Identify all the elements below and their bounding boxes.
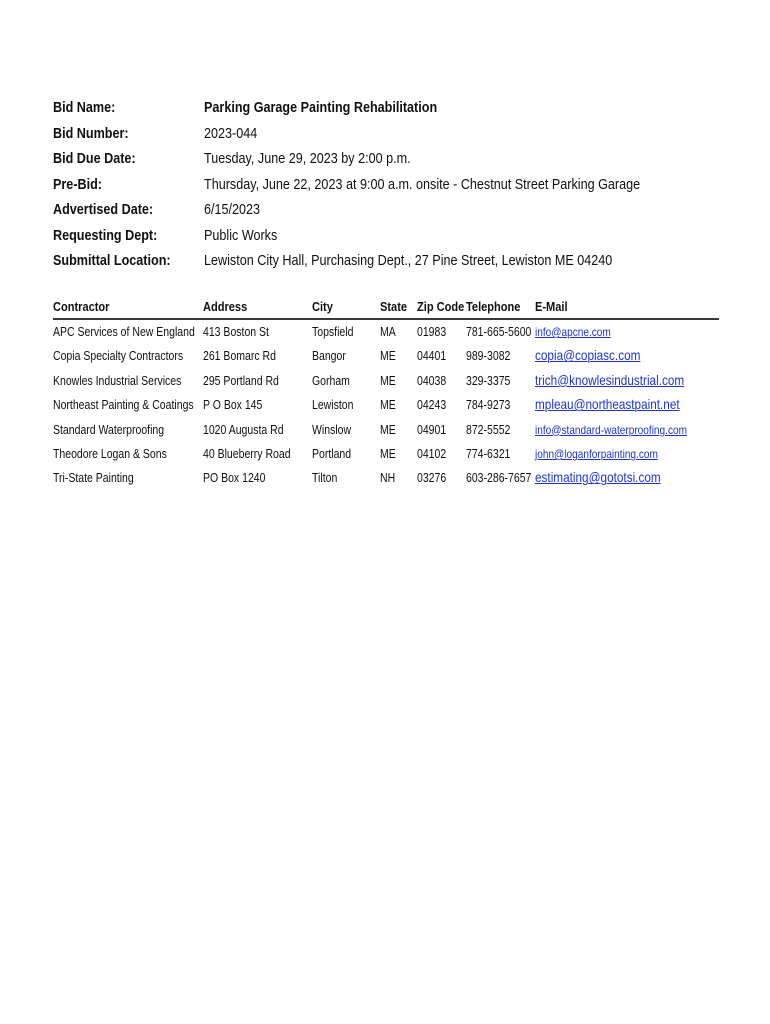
cell-city: Gorham [312,373,350,388]
cell-state: ME [380,349,396,364]
bid-due-date-label: Bid Due Date: [53,150,136,168]
header-telephone: Telephone [466,299,521,314]
cell-telephone: 872-5552 [466,422,511,437]
email-link[interactable]: mpleau@northeastpaint.net [535,396,680,413]
table-row [53,344,719,368]
header-email: E-Mail [535,299,568,314]
cell-contractor: APC Services of New England [53,325,195,339]
cell-address: 1020 Augusta Rd [203,422,284,437]
email-link[interactable]: john@loganforpainting.com [535,446,658,461]
pre-bid-value: Thursday, June 22, 2023 at 9:00 a.m. onsite - Chestnut Street Parking Garage [204,175,641,193]
bid-number-value: 2023-044 [204,124,258,142]
cell-zip: 04901 [417,422,447,437]
cell-state: MA [380,325,396,339]
table-row [53,320,719,344]
email-link[interactable]: estimating@gototsi.com [535,469,661,486]
cell-zip: 04038 [417,373,447,388]
cell-zip: 04401 [417,349,447,364]
bid-name-value: Parking Garage Painting Rehabilitation [204,99,438,117]
cell-zip: 03276 [417,471,447,486]
requesting-dept-label: Requesting Dept: [53,226,158,244]
cell-contractor: Tri-State Painting [53,471,134,486]
submittal-location-row [53,248,733,274]
cell-contractor: Standard Waterproofing [53,422,165,437]
cell-address: 261 Bomarc Rd [203,349,276,364]
table-row [53,466,719,490]
table-row [53,442,719,466]
cell-telephone: 784-9273 [466,398,511,413]
header-address: Address [203,299,248,314]
bid-due-date-row [53,146,733,172]
bid-name-label: Bid Name: [53,99,116,117]
contractor-table [53,296,719,491]
cell-telephone: 603-286-7657 [466,471,532,486]
cell-telephone: 329-3375 [466,373,511,388]
email-link[interactable]: copia@copiasc.com [535,347,641,364]
cell-contractor: Theodore Logan & Sons [53,446,167,461]
pre-bid-row [53,172,733,198]
cell-telephone: 989-3082 [466,349,511,364]
cell-state: ME [380,446,396,461]
header-state: State [380,299,408,314]
bid-number-row [53,121,733,147]
email-link[interactable]: info@standard-waterproofing.com [535,422,687,437]
cell-zip: 04102 [417,446,447,461]
cell-state: ME [380,398,396,413]
requesting-dept-row [53,223,733,249]
table-row [53,393,719,417]
bid-number-label: Bid Number: [53,124,129,142]
advertised-date-label: Advertised Date: [53,201,154,219]
header-city: City [312,299,333,314]
cell-contractor: Copia Specialty Contractors [53,349,184,364]
cell-zip: 04243 [417,398,447,413]
cell-address: 413 Boston St [203,325,269,339]
cell-telephone: 774-6321 [466,446,511,461]
table-header-row [53,296,719,320]
table-row [53,418,719,442]
email-link[interactable]: info@apcne.com [535,325,611,339]
cell-city: Topsfield [312,325,354,339]
cell-zip: 01983 [417,325,447,339]
advertised-date-row [53,197,733,223]
email-link[interactable]: trich@knowlesindustrial.com [535,371,685,388]
cell-city: Tilton [312,471,338,486]
table-row [53,369,719,393]
cell-state: NH [380,471,396,486]
cell-state: ME [380,422,396,437]
cell-address: 295 Portland Rd [203,373,279,388]
bid-name-row [53,95,733,121]
cell-contractor: Knowles Industrial Services [53,373,182,388]
cell-address: PO Box 1240 [203,471,266,486]
submittal-location-value: Lewiston City Hall, Purchasing Dept., 27 Pine Street, Lewiston ME 04240 [204,252,613,270]
submittal-location-label: Submittal Location: [53,252,171,270]
cell-address: 40 Blueberry Road [203,446,291,461]
cell-city: Lewiston [312,398,354,413]
cell-city: Winslow [312,422,352,437]
header-contractor: Contractor [53,299,110,314]
requesting-dept-value: Public Works [204,226,278,244]
cell-city: Portland [312,446,352,461]
cell-state: ME [380,373,396,388]
header-zip-code: Zip Code [417,299,465,314]
bid-info-block [53,95,733,274]
advertised-date-value: 6/15/2023 [204,201,261,219]
bid-due-date-value: Tuesday, June 29, 2023 by 2:00 p.m. [204,150,411,168]
cell-city: Bangor [312,349,346,364]
cell-address: P O Box 145 [203,398,263,413]
pre-bid-label: Pre-Bid: [53,175,103,193]
cell-telephone: 781-665-5600 [466,325,532,339]
cell-contractor: Northeast Painting & Coatings [53,398,194,413]
